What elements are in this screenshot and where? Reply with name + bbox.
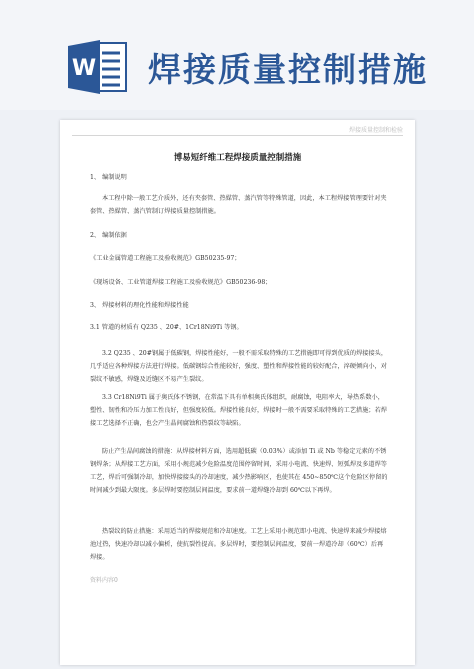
section-heading-2: 2、 编制依据 — [90, 232, 127, 239]
paragraph-3-2: 3.2 Q235 、20#钢属于低碳钢，焊接性能好，一般不需采取特殊的工艺措施即可得到优质的焊接接头，几乎适应各种焊接方法进行焊接。低碳钢综合性能较好，强度、塑性和焊接性能的较好配合，淬硬倾向小，对裂纹不敏感，焊缝及近缝区不易产生裂纹。 — [90, 350, 388, 383]
word-document-icon — [66, 38, 128, 96]
paragraph-1: 本工程中除一般工艺介质外，还有夹套管、热媒管、蒸汽管等特殊管道，因此，本工程焊接管理要针对夹套管、热媒管、蒸汽管制订焊接质量控制措施。 — [90, 195, 387, 215]
reference-2: 《现场设备、工业管道焊接工程施工及验收规范》GB50236-98； — [90, 279, 272, 286]
paragraph-hot-crack: 热裂纹的防止措施：采用适当的焊接规范和冷却速度。工艺上采用小规范即小电流、快速焊来减少焊接熔池过热，快速冷却以减小偏析，使抗裂性提高。多层焊时，要控制层间温度，要前一焊道冷却（60℃）后再焊接。 — [90, 528, 387, 561]
page-header-note: 焊接质量控制和检验 — [348, 127, 403, 134]
page-footer-note: 资料内容0 — [90, 577, 118, 584]
banner — [0, 0, 474, 110]
document-page — [60, 120, 415, 665]
word-logo-letter: W — [71, 56, 97, 81]
document-title: 博易短纤维工程焊接质量控制措施 — [173, 153, 302, 163]
page-header-rule — [72, 135, 403, 136]
section-heading-1: 1、 编制说明 — [90, 174, 127, 181]
section-heading-3: 3、 焊接材料的理化性能和焊接性能 — [90, 302, 189, 309]
reference-1: 《工业金属管道工程施工及验收规范》GB50235-97； — [90, 255, 241, 262]
paragraph-3-3: 3.3 Cr18Ni9Ti 属于奥氏体不锈钢，在常温下具有单相奥氏体组织，耐腐蚀，电阻率大，导热系数小，塑性、韧性和冷压力加工性良好，但强度较低。焊接性能良好，焊接时一般不需要采取特殊的工艺措施；若焊接工艺选择不正确，也会产生晶间腐蚀和热裂纹等缺陷。 — [90, 394, 387, 427]
banner-title: 焊接质量控制措施 — [148, 50, 428, 89]
paragraph-intergranular-corrosion: 防止产生晶间腐蚀的措施：从焊接材料方面，选用超低碳（0.03%）或添加 Ti 或 Nb 等稳定元素的不锈钢焊条；从焊接工艺方面，采用小规范减少危险温度范围停留时间，采用小电流、快速焊、短弧焊及多道焊等工艺，焊后可强制冷却，加快焊接接头的冷却速度，减少热影响区，也使其在 450~850℃这个危险区停留的时间减少到最大限度。多层焊时要控制层间温度，要求前一道焊缝冷却到 60℃以下再焊。 — [90, 448, 388, 494]
paragraph-3-1: 3.1 管道的材质有 Q235 、20#、1Cr18Ni9Ti 等钢。 — [90, 324, 243, 331]
